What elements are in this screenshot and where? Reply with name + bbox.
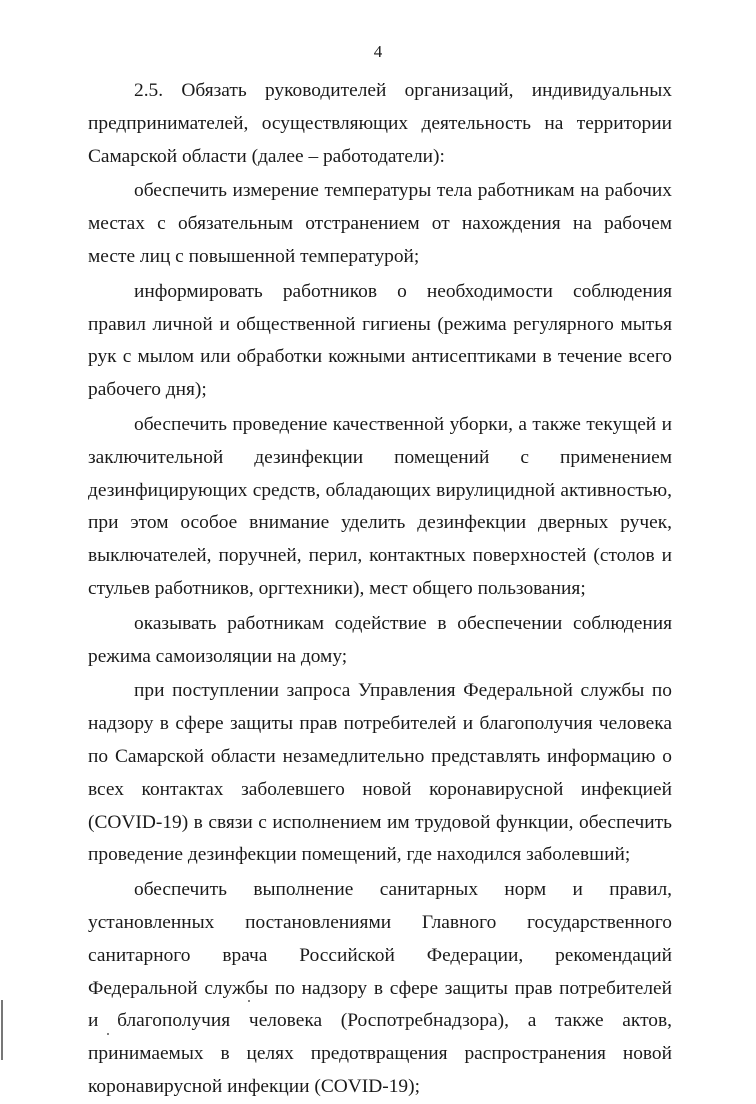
page-number: 4 [373, 42, 383, 61]
paragraph-temperature-measurement: обеспечить измерение температуры тела работникам на рабочих местах с обязательным отстранением от нахождения на рабочем месте лиц с повышенной температурой; [88, 180, 672, 267]
paragraph-hygiene-info: информировать работников о необходимости соблюдения правил личной и общественной гигиены (режима регулярного мытья рук с мылом или обработки кожными антисептиками в течение всего рабочего дня); [88, 280, 672, 401]
paragraph-self-isolation: оказывать работникам содействие в обеспечении соблюдения режима самоизоляции на дому; [88, 612, 672, 667]
paragraph-information-request: при поступлении запроса Управления Федеральной службы по надзору в сфере защиты прав потребителей и благополучия человека по Самарской области незамедлительно представлять информацию о всех контактах заболевшего новой коронавирусной инфекцией (COVID-19) в связи с исполнением им трудовой функции, обеспечить проведение дезинфекции помещений, где находился заболевший; [88, 680, 672, 866]
paragraph-sanitary-norms: обеспечить выполнение санитарных норм и правил, установленных постановлениями Главного государственного санитарного врача Российской Федерации, рекомендаций Федеральной службы по надзору в сфере защиты прав потребителей и благополучия человека (Роспотребнадзора), а также актов, принимаемых в целях предотвращения распространения новой коронавирусной инфекции (COVID-19); [88, 879, 672, 1097]
scan-speck [107, 1033, 109, 1035]
scan-speck [248, 1000, 250, 1002]
paragraph-employer-obligations: 2.5. Обязать руководителей организаций, индивидуальных предпринимателей, осуществляющих деятельность на территории Самарской области (далее – работодатели): [88, 80, 672, 167]
paragraph-disinfection: обеспечить проведение качественной уборки, а также текущей и заключительной дезинфекции помещений с применением дезинфицирующих средств, обладающих вирулицидной активностью, при этом особое внимание уделить дезинфекции дверных ручек, выключателей, поручней, перил, контактных поверхностей (столов и стульев работников, оргтехники), мест общего пользования; [88, 413, 672, 599]
document-body [88, 75, 672, 1104]
scan-edge-mark [1, 1000, 3, 1060]
